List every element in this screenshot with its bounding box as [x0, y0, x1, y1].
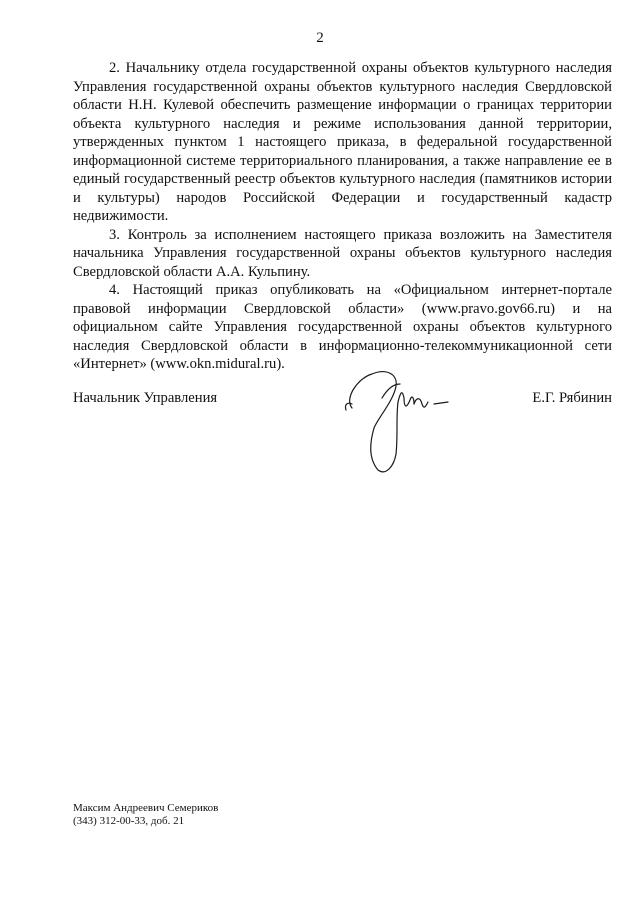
- handwritten-signature: [338, 358, 458, 483]
- signatory-position: Начальник Управления: [73, 390, 218, 406]
- executor-info: [73, 802, 218, 828]
- page-number: 2: [316, 30, 324, 46]
- paragraph-3: 3. Контроль за исполнением настоящего приказа возложить на Заместителя начальника Управления государственной охраны объектов культурного наследия Свердловской области А.А. Кульпину.: [73, 226, 612, 280]
- executor-name: Максим Андреевич Семериков: [73, 802, 219, 814]
- executor-phone: (343) 312-00-33, доб. 21: [73, 815, 185, 827]
- paragraph-2: 2. Начальнику отдела государственной охраны объектов культурного наследия Управления государственной охраны объектов культурного наследия Свердловской области Н.Н. Кулевой обеспечить размещение информации о границах территории объекта культурного наследия и режиме использования данной территории, утвержденных пунктом 1 настоящего приказа, в федеральной государственной информационной системе территориального планирования, а также направление ее в единый государственный реестр объектов культурного наследия (памятников истории и культуры) народов Российской Федерации и государственный кадастр недвижимости.: [73, 60, 612, 224]
- paragraph-4: 4. Настоящий приказ опубликовать на «Официальном интернет-портале правовой информации Свердловской области» (www.pravo.gov66.ru) и на официальном сайте Управления государственной охраны объектов культурного наследия Свердловской области в информационно-телекоммуникационной сети «Интернет» (www.okn.midural.ru).: [73, 282, 612, 372]
- document-body: [73, 59, 612, 374]
- signatory-name: Е.Г. Рябинин: [532, 390, 612, 406]
